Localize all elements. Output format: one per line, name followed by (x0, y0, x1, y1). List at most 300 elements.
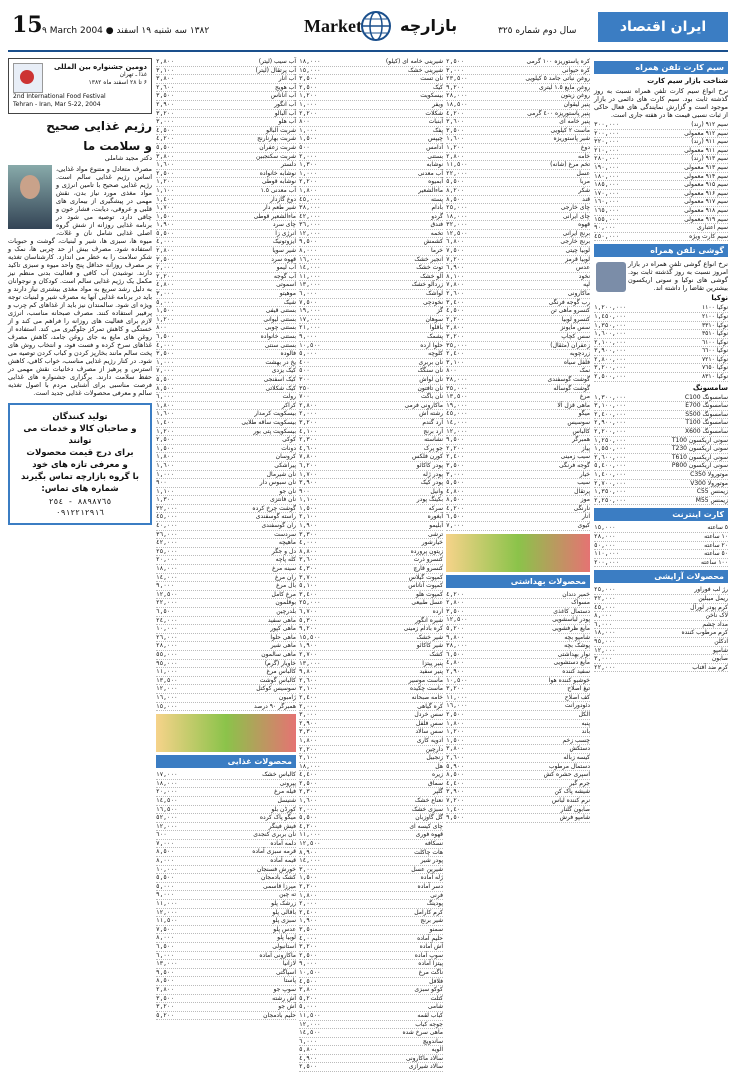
item-name: کرم کارامل (414, 908, 443, 916)
item-price: ١٦,٠٠٠ (299, 255, 321, 263)
item-price: ١١٠,٠٠٠ (594, 550, 620, 558)
item-price: ١٥,٠٠٠ (594, 524, 616, 532)
price-row (299, 385, 443, 394)
item-name: دونات (281, 444, 296, 452)
item-name: ماست چکیده (410, 685, 443, 693)
item-name: بیسکویت کرمدار (254, 410, 296, 418)
price-row (156, 608, 296, 617)
price-row (446, 763, 590, 772)
price-row (446, 428, 590, 437)
item-name: پیراشکی (274, 461, 296, 469)
price-row (156, 350, 296, 359)
item-name: پودر شیر (420, 857, 443, 865)
item-name: شربت سکنجبین (255, 152, 296, 160)
item-price: ٢,٥٠٠ (446, 710, 465, 718)
item-name: نوکیا ٣٣١٠ (701, 321, 728, 329)
item-price: ٢,٨٠٠,٠٠٠ (594, 355, 627, 363)
item-name: آبمیوه (428, 178, 443, 186)
item-price: ١,٠٠٠ (299, 169, 318, 177)
item-name: کراکر (281, 401, 296, 409)
price-row (299, 513, 443, 522)
price-row (299, 428, 443, 437)
item-name: سوسیس کوکتل (256, 685, 296, 693)
item-name: ساندویچ (422, 1037, 443, 1045)
price-row (156, 771, 296, 780)
food-image (156, 714, 296, 752)
price-row (299, 505, 443, 514)
item-price: ٢,٥٠٠ (299, 951, 318, 959)
price-row (446, 67, 590, 76)
item-name: ماست ٢ کیلویی (550, 126, 590, 134)
item-price: ٦,٠٠٠ (299, 1037, 318, 1045)
item-name: روغن مایع ١.٥ لیتری (539, 83, 590, 91)
price-row (446, 118, 590, 127)
item-price: ١١,٠٠٠ (446, 693, 468, 701)
price-row (299, 634, 443, 643)
item-price: ٩٠,٠٠٠ (594, 224, 616, 232)
item-price: ٤,٨٠٠ (156, 281, 175, 289)
item-name: کتلت (430, 994, 443, 1002)
item-price: ٥,١٠٠ (299, 582, 318, 590)
brand-heading: نوکیا (711, 294, 728, 303)
item-name: ژامبون (278, 693, 296, 701)
item-price: ٨,٩٠٠ (299, 848, 318, 856)
item-price: ١١,٥٠٠ (299, 1011, 321, 1019)
item-name: دستمال مرطوب (548, 762, 590, 770)
price-row (299, 436, 443, 445)
price-row (156, 410, 296, 419)
item-name: توت خشک (416, 264, 443, 272)
item-price: ٢٨,٠٠٠ (446, 92, 468, 100)
item-price: ٤,٤٠٠ (299, 771, 318, 779)
price-row (594, 304, 728, 313)
item-name: خیار (579, 470, 590, 478)
item-price: ٦,٩٠٠ (446, 264, 465, 272)
price-row (156, 599, 296, 608)
item-price: ٨,٥٠٠ (446, 496, 465, 504)
item-price: ٥,٥٠٠ (446, 479, 465, 487)
item-name: آب انار (278, 75, 296, 83)
price-row (299, 926, 443, 935)
item-price: ٤,٠٠٠ (156, 341, 175, 349)
price-row (156, 359, 296, 368)
price-row (299, 410, 443, 419)
item-price: ٢,٢٠٠ (299, 745, 318, 753)
item-name: خرما (430, 247, 443, 255)
item-name: میگو پاک کرده (259, 814, 296, 822)
item-name: نان تافتون (417, 384, 443, 392)
item-name: آب سیب (لیتر) (258, 58, 296, 65)
item-name: دلمه آماده (270, 839, 296, 847)
item-name: نوکیا ٧٦٥٠ (701, 364, 728, 372)
price-row (446, 161, 590, 170)
item-name: زنجبیل (426, 754, 443, 762)
price-row (299, 771, 443, 780)
price-row (594, 480, 728, 489)
item-price: ١,٦٠٠ (299, 797, 318, 805)
price-row (446, 110, 590, 119)
item-price: ٥٠٠ (299, 143, 310, 151)
item-price: ١,٣٠٠ (156, 496, 175, 504)
item-name: نوکیا ٨٣١٠ (701, 373, 728, 381)
item-price: ٤٢,٠٠٠ (156, 539, 178, 547)
price-row (156, 213, 296, 222)
item-name: سامسونگ C100 (684, 393, 728, 401)
item-price: ١,٤٠٠ (156, 195, 175, 203)
price-row (156, 170, 296, 179)
price-row (299, 720, 443, 729)
item-name: مرغ (579, 393, 590, 401)
price-row (446, 599, 590, 608)
item-price: ٣,٦٠٠ (299, 556, 318, 564)
price-row (594, 586, 728, 595)
item-name: آش آماده (419, 943, 443, 951)
item-price: ١,٥٥٠,٠٠٠ (594, 445, 627, 453)
item-name: ٥ ساعته (707, 524, 728, 532)
item-name: شیک (283, 298, 296, 306)
item-price: ٥,٠٠٠ (156, 298, 175, 306)
item-name: قرمه سبزی آماده (252, 848, 296, 856)
item-name: پیاز (581, 444, 590, 452)
price-row (299, 608, 443, 617)
item-price: ١٢,٠٠٠ (299, 229, 321, 237)
item-price: ٢,١٠٠ (299, 513, 318, 521)
price-row (299, 556, 443, 565)
item-price: ٣٠٠,٠٠٠ (594, 121, 620, 128)
item-price: ١٢,٥٠٠ (446, 616, 468, 624)
item-price: ٧,٢٠٠ (446, 796, 465, 804)
price-row (156, 67, 296, 76)
item-name: صابون (711, 655, 728, 663)
item-price: ٥,٨٠٠ (299, 1046, 318, 1054)
price-row (299, 256, 443, 265)
item-name: شیشه پاک کن (554, 788, 590, 796)
item-name: میرزا قاسمی (263, 882, 296, 890)
item-name: پپرونی (279, 779, 296, 787)
item-price: ١,٥٠٠ (299, 504, 318, 512)
price-row (156, 307, 296, 316)
price-row (156, 969, 296, 978)
price-row (156, 316, 296, 325)
column-food-prices (156, 58, 296, 1022)
item-price: ٣٦,٠٠٠ (156, 530, 178, 538)
price-row (446, 359, 590, 368)
item-name: موهیتو (279, 290, 296, 298)
item-price: ١,٢٠٠ (446, 143, 465, 151)
item-price: ٢٨٠,٠٠٠ (594, 155, 620, 163)
item-price: ١,٨٠٠ (156, 453, 175, 461)
price-row (594, 173, 728, 182)
item-name: پنیر سفید (419, 668, 443, 676)
item-price: ١١,٥٠٠ (156, 917, 178, 925)
item-price: ٣,٢٠٠ (446, 685, 465, 693)
item-price: ٦,٥٠٠ (156, 943, 175, 950)
price-row (156, 402, 296, 411)
item-name: شربت بهارنارنج (257, 135, 296, 143)
item-name: قند (582, 195, 590, 203)
price-row (299, 281, 443, 290)
price-row (156, 376, 296, 385)
price-row (299, 1063, 443, 1072)
item-price: ١,٥٠٠ (156, 444, 175, 452)
price-row (299, 711, 443, 720)
price-row (156, 677, 296, 686)
item-price: ١٦٥,٠٠٠ (594, 206, 620, 214)
item-name: وانیل (430, 487, 443, 495)
item-name: روغن نباتی جامد ٥ کیلویی (525, 75, 590, 83)
item-price: ٢,٠٠٠ (299, 410, 318, 418)
item-name: کیک شکلاتی (265, 384, 296, 392)
item-price: ٣,٨٠٠ (299, 986, 318, 994)
item-price: ٨,٠٠٠ (156, 857, 175, 865)
price-row (156, 238, 296, 247)
price-row (594, 664, 728, 673)
item-name: شنیسل (277, 796, 296, 804)
price-row (594, 437, 728, 446)
price-row (299, 1046, 443, 1055)
price-row (156, 488, 296, 497)
price-row (299, 153, 443, 162)
item-price: ١,٨٠٠ (446, 719, 465, 727)
price-row (446, 324, 590, 333)
section-heading: محصولات آرایشی (594, 570, 728, 583)
item-price: ٢,٢٠٠ (446, 444, 465, 452)
item-name: نوشابه (426, 161, 443, 169)
item-name: بستنی خانواده (260, 333, 296, 340)
price-row (156, 952, 296, 961)
item-name: سس سالاد (415, 728, 443, 736)
item-price: ٢,٣٠٠ (299, 788, 318, 796)
item-price: ٤,٢٠٠ (156, 135, 175, 143)
price-row (446, 677, 590, 686)
item-price: ٢,٤٠٠,٠٠٠ (594, 410, 627, 418)
price-row (446, 187, 590, 196)
item-price: ٩,٥٠٠ (446, 436, 465, 444)
item-name: نان تست (420, 75, 443, 83)
item-price: ٢,٠٠٠ (299, 702, 318, 710)
item-name: چای سرد (272, 221, 296, 229)
item-name: جرم گیر (569, 779, 590, 787)
item-price: ١٩,٠٠٠ (446, 401, 468, 409)
item-price: ١,٢٠٠ (299, 92, 318, 100)
item-price: ٤,٩٠٠ (299, 1054, 318, 1062)
price-row (594, 445, 728, 454)
ad-english-title: 2nd International Food Festival (13, 93, 106, 100)
item-name: کمپوت هلو (415, 590, 443, 598)
item-price: ٧,٥٠٠ (299, 298, 318, 306)
item-price: ٤٠٠ (299, 358, 310, 366)
price-row (446, 153, 590, 162)
item-price: ١,٠٠٠ (299, 100, 318, 108)
item-name: همبرگر (572, 436, 590, 444)
price-row (446, 367, 590, 376)
price-row (156, 110, 296, 119)
price-row (446, 634, 590, 643)
price-row (156, 556, 296, 565)
price-row (594, 121, 728, 130)
item-name: موز (580, 496, 590, 504)
price-row (299, 599, 443, 608)
price-row (446, 625, 590, 634)
item-name: نسکافه (424, 840, 443, 848)
item-name: سیم ٩١٧ معمولی (684, 198, 728, 206)
item-price: ١٦,٥٠٠ (156, 805, 178, 813)
price-row (156, 230, 296, 239)
price-row (299, 213, 443, 222)
item-name: نان سنگک (417, 367, 443, 375)
price-row (594, 638, 728, 647)
item-name: بیسکویت (420, 92, 443, 100)
item-name: ویفر (432, 100, 443, 108)
price-row (299, 264, 443, 273)
price-row (594, 356, 728, 365)
item-price: ١٨٠,٠٠٠ (594, 172, 620, 180)
price-row (299, 522, 443, 531)
item-name: فیله مرغ (274, 788, 296, 796)
item-name: خاویار (گرم) (264, 659, 296, 667)
price-row (299, 668, 443, 677)
item-price: ٢٣,٥٠٠ (446, 75, 468, 83)
item-price: ١,٨٠٠ (156, 401, 175, 409)
price-row (299, 393, 443, 402)
item-price: ٧٠٠ (299, 393, 310, 401)
item-price: ١,٥٠٠ (299, 874, 318, 882)
item-price: ١,٥٠٠ (156, 307, 175, 315)
item-name: ١٠ ساعته (704, 532, 728, 540)
price-row (299, 694, 443, 703)
item-name: سیم ٩١۴ معمولی (684, 172, 728, 180)
contact-line: و صاحبان کالا و خدمات می توانند (23, 424, 137, 446)
item-price: ٦,٥٠٠ (446, 513, 465, 521)
item-name: نخود (578, 272, 590, 280)
item-price: ١,٠٠٠ (156, 470, 175, 478)
item-price: ٣,٣٠٠ (299, 728, 318, 736)
item-price: ١,٧٠٠ (299, 470, 318, 478)
price-row (446, 806, 590, 815)
item-name: سفید کننده (562, 668, 590, 675)
price-row (156, 513, 296, 522)
item-name: سیب (577, 479, 590, 487)
item-price: ٢,٦٠٠,٠٠٠ (594, 453, 627, 461)
price-row (594, 233, 728, 242)
price-row (594, 559, 728, 568)
item-price: ٨,٥٠٠ (156, 848, 175, 856)
item-name: کورن فلکس (412, 453, 443, 461)
item-price: ١٠,٥٠٠ (299, 341, 321, 349)
price-row (299, 831, 443, 840)
item-name: نوشابه خانواده (259, 169, 296, 177)
item-price: ٢,٤٠٠ (299, 908, 318, 916)
item-price: ٧,٨٠٠ (446, 281, 465, 289)
item-name: سمنو (429, 925, 443, 933)
price-row (446, 58, 590, 67)
price-row (299, 591, 443, 600)
item-price: ٨٠٠ (446, 367, 457, 375)
item-price: ٢٠,٠٠٠ (156, 556, 178, 564)
price-row (156, 582, 296, 591)
price-row (299, 849, 443, 858)
item-price: ٨,٨٠٠ (299, 547, 318, 555)
item-price: ١٢,٠٠٠ (156, 908, 178, 916)
item-price: ١١,٠٠٠ (156, 668, 178, 676)
item-price: ١٩٠,٠٠٠ (594, 163, 620, 171)
price-row (446, 737, 590, 746)
price-row (299, 101, 443, 110)
item-name: آب انگور (274, 100, 296, 108)
item-price: ٨,٥٠٠ (156, 977, 175, 985)
item-price: ٢,٢٠٠ (299, 883, 318, 890)
price-row (299, 763, 443, 772)
price-row (594, 330, 728, 339)
item-price: ٢٠٠,٠٠٠ (594, 129, 620, 137)
item-name: چیپس (428, 135, 443, 143)
price-row (299, 230, 443, 239)
item-name: ادویه کاری (416, 736, 443, 744)
item-name: تخمه (430, 229, 443, 237)
item-price: ٢,٢٠٠ (156, 272, 175, 280)
festival-ad (8, 58, 152, 114)
item-price: ٨,٥٠٠ (446, 771, 465, 779)
item-price: ٧,٥٠٠ (446, 247, 465, 255)
price-row (446, 410, 590, 419)
item-price: ٢٠,٠٠٠ (156, 788, 178, 796)
item-price: ٣,٢٠٠ (299, 943, 318, 951)
item-name: الکل (578, 710, 590, 718)
price-row (594, 647, 728, 656)
price-row (299, 737, 443, 746)
price-row (446, 745, 590, 754)
price-row (446, 685, 590, 694)
item-name: ریمل میبلین (698, 594, 728, 602)
item-price: ١٤,٠٠٠ (156, 573, 178, 581)
item-name: نوکیا ٣٥١٠ (701, 330, 728, 338)
item-price: ٢,٠٠٠ (299, 805, 318, 813)
item-name: لازانیا (282, 960, 296, 968)
price-row (299, 187, 443, 196)
price-row (156, 436, 296, 445)
price-row (299, 754, 443, 763)
price-row (446, 659, 590, 668)
item-price: ٩,٠٠٠ (156, 582, 175, 590)
column-article (8, 58, 152, 1022)
item-name: انرژی زا (275, 229, 296, 237)
price-row (156, 281, 296, 290)
item-name: پودر کیک (420, 479, 443, 487)
item-price: ٩,٨٠٠ (446, 633, 465, 641)
item-name: ماکارونی (567, 290, 590, 298)
item-price: ١,١٠٠ (156, 487, 175, 495)
item-name: انجیر خشک (414, 255, 443, 263)
price-row (594, 655, 728, 664)
item-name: کمپوت گیلاس (408, 573, 443, 581)
item-name: ادکلن (714, 637, 728, 645)
item-name: نان جو (279, 487, 296, 495)
item-price: ٣,٤٠٠ (299, 590, 318, 598)
price-row (156, 75, 296, 84)
item-price: ٢٢,٠٠٠ (594, 663, 616, 671)
item-price: ١,٢٠٠ (446, 728, 465, 736)
item-price: ٧,٠٠٠ (156, 367, 175, 375)
item-price: ٣,٠٠٠ (156, 290, 175, 298)
item-name: کیک یزدی (271, 367, 296, 375)
item-price: ٩,٢٠٠ (299, 625, 318, 633)
item-name: ٥٠ ساعته (704, 550, 728, 558)
item-name: کره پاستوریزه ١٠٠ گرمی (526, 58, 590, 65)
item-name: فرنی (430, 891, 443, 899)
price-row (156, 891, 296, 900)
price-row (156, 522, 296, 531)
section-heading: کارت اینترنت (594, 508, 728, 521)
